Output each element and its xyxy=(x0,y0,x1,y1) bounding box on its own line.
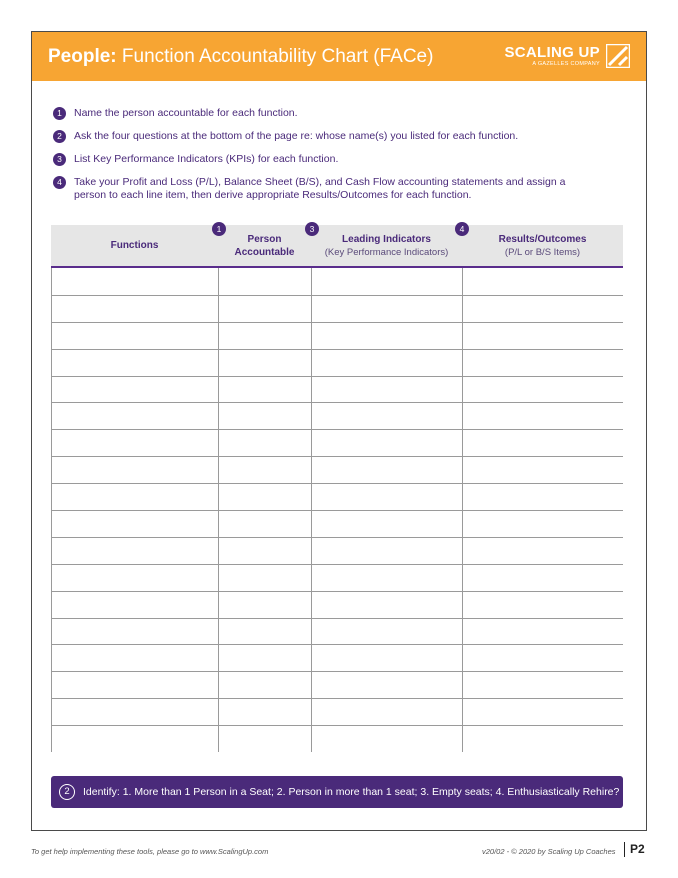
header-bar xyxy=(32,32,646,81)
page-number: P2 xyxy=(624,842,645,857)
column-badge: 1 xyxy=(212,222,226,236)
logo-subtext: A GAZELLES COMPANY xyxy=(532,61,600,67)
step-number-badge: 3 xyxy=(53,153,66,166)
table-row-line xyxy=(51,295,623,296)
step-text: Take your Profit and Loss (P/L), Balance Sheet (B/S), and Cash Flow accounting statements and assign a person to each line item, then derive appropriate Results/Outcomes for each function. xyxy=(74,176,566,201)
step-text: List Key Performance Indicators (KPIs) for each function. xyxy=(74,153,339,165)
step-text: Ask the four questions at the bottom of the page re: whose name(s) you listed for each function. xyxy=(74,130,519,142)
step-text: Name the person accountable for each function. xyxy=(74,107,298,119)
column-header-results-outcomes: 4 Results/Outcomes (P/L or B/S Items) xyxy=(462,225,623,266)
logo-mark-icon xyxy=(606,44,630,68)
page-title: People: Function Accountability Chart (FACe) xyxy=(48,46,434,67)
instruction-step-2 xyxy=(53,130,613,143)
table-row-line xyxy=(51,483,623,484)
table-row-line xyxy=(51,349,623,350)
table-row-line xyxy=(51,537,623,538)
table-row-line xyxy=(51,644,623,645)
instruction-step-3 xyxy=(53,153,613,166)
column-header-person-accountable: 1 Person Accountable xyxy=(218,225,311,266)
table-body xyxy=(51,268,623,752)
scaling-up-logo xyxy=(490,42,630,72)
table-row-line xyxy=(51,671,623,672)
table-row-line xyxy=(51,698,623,699)
help-footer: To get help implementing these tools, please go to www.ScalingUp.com xyxy=(31,847,269,856)
table-row-line xyxy=(51,725,623,726)
step-number-badge: 4 xyxy=(53,176,66,189)
version-footer: v20/02 - © 2020 by Scaling Up Coaches xyxy=(482,847,616,856)
table-row-line xyxy=(51,429,623,430)
table-row-line xyxy=(51,618,623,619)
logo-text: SCALING UP xyxy=(504,44,600,61)
step-number-badge: 1 xyxy=(53,107,66,120)
column-badge: 4 xyxy=(455,222,469,236)
table-row-line xyxy=(51,591,623,592)
step-number-badge: 2 xyxy=(53,130,66,143)
identify-text: Identify: 1. More than 1 Person in a Seat; 2. Person in more than 1 seat; 3. Empty seats; 4. Enthusiastically Rehire? xyxy=(83,786,620,798)
table-row-line xyxy=(51,322,623,323)
column-badge: 3 xyxy=(305,222,319,236)
identify-bar xyxy=(51,776,623,808)
table-row-line xyxy=(51,456,623,457)
table-row-line xyxy=(51,376,623,377)
table-row-line xyxy=(51,510,623,511)
table-header xyxy=(51,225,623,268)
face-table xyxy=(51,225,623,752)
instructions-list xyxy=(53,107,613,202)
table-row-line xyxy=(51,402,623,403)
table-row-line xyxy=(51,564,623,565)
instruction-step-4 xyxy=(53,176,584,202)
column-header-leading-indicators: 3 Leading Indicators (Key Performance Indicators) xyxy=(311,225,462,266)
instruction-step-1 xyxy=(53,107,613,120)
column-header-functions: Functions xyxy=(110,240,159,251)
identify-number-badge: 2 xyxy=(59,784,75,800)
